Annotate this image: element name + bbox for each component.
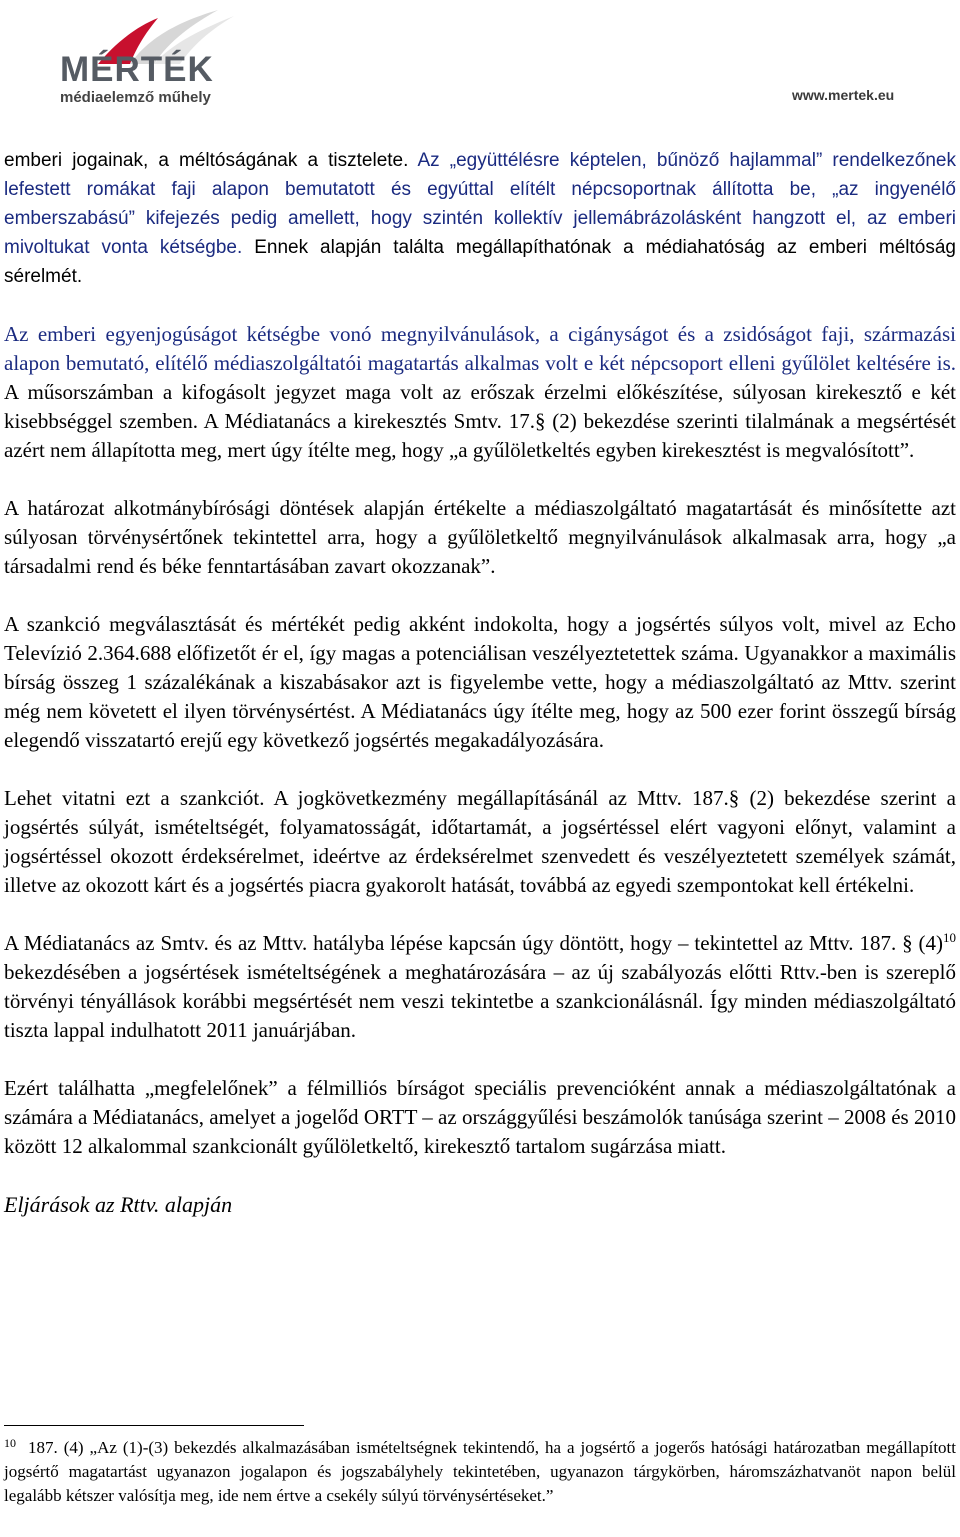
paragraph-1-part-c: Ennek alapján találta megállapíthatónak a médiahatóság az emberi méltóság sérelmét. [4,237,956,287]
logo-tagline: médiaelemző műhely [60,89,211,106]
paragraph-5: Lehet vitatni ezt a szankciót. A jogkövetkezmény megállapításánál az Mttv. 187.§ (2) bekezdése szerint a jogsértés súlyát, ismételtségét, folyamatosságát, időtartamát, a jogsértéssel elért vagyoni előnyt, valamint a jogsértéssel okozott érdeksérelmet, ideértve az érdeksérelmet szenvedett és veszélyeztetett személyek számát, illetve az okozott kárt és a jogsértés piacra gyakorolt hatását, továbbá az egyedi szempontokat kell értékelni. [4,786,956,897]
paragraph-2-part-b: A műsorszámban a kifogásolt jegyzet maga volt az erőszak érzelmi előkészítése, súlyosan kirekesztő e két kisebbséggel szemben. A Médiatanács a kirekesztés Smtv. 17.§ (2) bekezdése szerinti tilalmának a megsértését azért nem állapította meg, mert úgy ítélte meg, hogy „a gyűlöletkeltés egyben kirekesztést is megvalósított”. [4,380,956,462]
paragraph-4: A szankció megválasztását és mértékét pedig akként indokolta, hogy a jogsértés súlyos volt, mivel az Echo Televízió 2.364.688 előfizetőt ér el, így magas a potenciálisan veszélyeztetettek száma. Ugyanakkor a maximális bírság összeg 1 százalékának a kiszabásakor azt is figyelembe vette, hogy a médiaszolgáltató az Mttv. szerint még nem követett el ilyen törvénysértést. A Médiatanács úgy ítélte meg, hogy az 500 ezer forint összegű bírság elegendő visszatartó erejű egy következő jogsértés megakadályozására. [4,612,956,752]
paragraph-1-part-b: Az „együttélésre képtelen, bűnöző hajlammal” rendelkezőnek lefestett romákat faji alapon bemutatott és egyúttal elítélt népcsoportnak állította be, „az ingyenélő emberszabású” kifejezés pedig amellett, hogy szintén kollektív jellemábrázolásként hangzott el, az emberi mivoltukat vonta kétségbe. [4,150,956,258]
paragraph-1-part-a: emberi jogainak, a méltóságának a tisztelete. [4,150,418,171]
mertek-logo[interactable] [58,6,258,110]
logo-wordmark: MÉRTÉK [60,50,214,89]
paragraph-2 [4,320,956,465]
paragraph-3: A határozat alkotmánybírósági döntések alapján értékelte a médiaszolgáltató magatartását és minősítette azt súlyosan törvénysértőnek tekintettel arra, hogy a gyűlöletkeltő megnyilvánulások alkalmasak arra, hogy „a társadalmi rend és béke fenntartásában zavart okozzanak”. [4,496,956,578]
footnote-reference[interactable]: 10 [943,930,956,945]
paragraph-7: Ezért találhatta „megfelelőnek” a félmilliós bírságot speciális prevencióként annak a médiaszolgáltatónak a számára a Médiatanács, amelyet a jogelőd ORTT – az országgyűlési beszámolók tanúsága szerint – 2008 és 2010 között 12 alkalommal szankcionált gyűlöletkeltő, kirekesztő tartalom sugárzása miatt. [4,1076,956,1158]
footnote-number: 10 [4,1436,16,1450]
paragraph-2-part-a: Az emberi egyenjogúságot kétségbe vonó megnyilvánulások, a cigányságot és a zsidóságot faji, származási alapon bemutató, elítélő médiaszolgáltatói magatartás alkalmas volt e két népcsoport elleni gyűlölet keltésére is. [4,322,956,375]
footnote [4,1436,956,1508]
footnote-divider [4,1425,304,1426]
page-header [0,0,960,120]
paragraph-6 [4,929,956,1045]
paragraph-1 [4,146,956,291]
paragraph-6-part-b: bekezdésében a jogsértések ismételtségének a meghatározására – az új szabályozás előtti Rttv.-ben is szereplő törvényi tényállások korábbi megsértését nem veszi tekintetbe a szankcionálásnál. Így minden médiaszolgáltató tiszta lappal indulhatott 2011 januárjában. [4,960,956,1042]
website-link[interactable]: www.mertek.eu [792,87,895,103]
footnote-text: 187. (4) „Az (1)-(3) bekezdés alkalmazásában ismételtségnek tekintendő, ha a jogsértő a jogerős hatósági határozatban megállapított jogsértő magatartást ugyanazon jogalapon és jogszabályhely tekintetében, ugyanazon tárgykörben, háromszázhatvanöt napon belül legalább kétszer valósítja meg, ide nem értve a csekély súlyú törvénysértéseket.” [4,1438,956,1505]
paragraph-6-part-a: A Médiatanács az Smtv. és az Mttv. hatályba lépése kapcsán úgy döntött, hogy – tekintettel az Mttv. 187. § (4) [4,931,943,955]
section-heading: Eljárások az Rttv. alapján [4,1192,233,1217]
article-body [4,146,956,1248]
